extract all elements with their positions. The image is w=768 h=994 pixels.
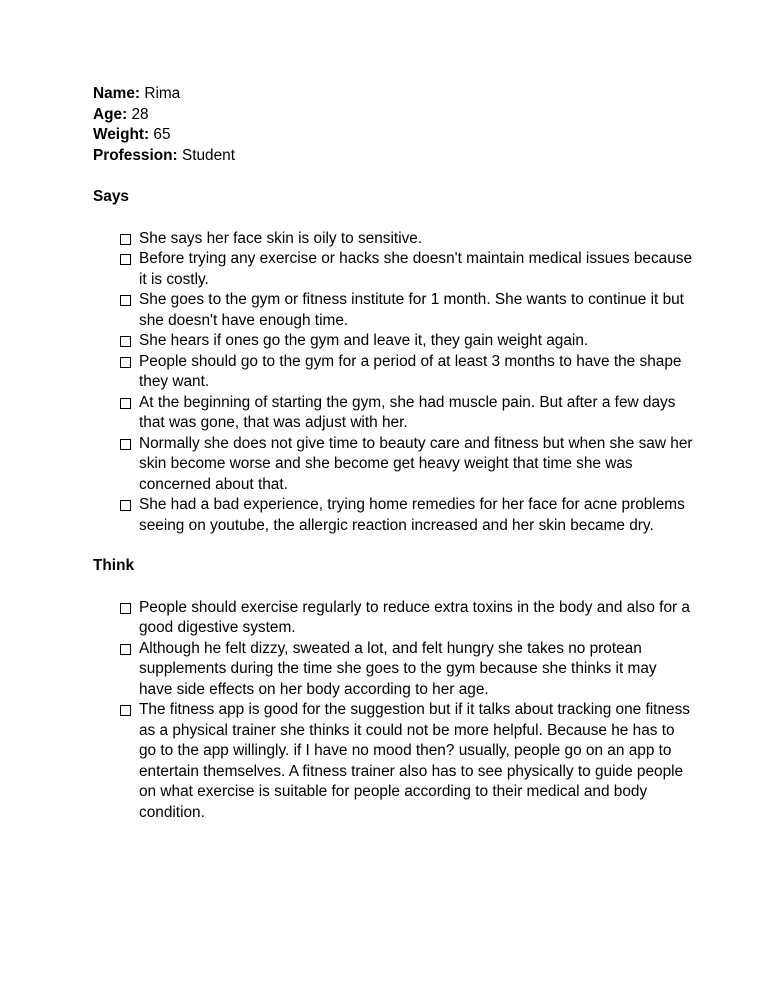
think-item-text: People should exercise regularly to reduce extra toxins in the body and also for a good digestive system. (139, 598, 690, 636)
says-item (120, 495, 693, 536)
says-item-text: Normally she does not give time to beauty care and fitness but when she saw her skin become worse and she become get heavy weight that time she was concerned about that. (139, 434, 693, 493)
age-value: 28 (131, 105, 149, 123)
says-item (120, 249, 693, 290)
checkbox-icon[interactable] (120, 603, 131, 614)
says-item-text: She goes to the gym or fitness institute for 1 month. She wants to continue it but she doesn't have enough time. (139, 291, 684, 329)
think-item (120, 598, 693, 639)
says-item-text: Before trying any exercise or hacks she doesn't maintain medical issues because it is costly. (139, 250, 693, 288)
checkbox-icon[interactable] (120, 295, 131, 306)
checkbox-icon[interactable] (120, 644, 131, 655)
checkbox-icon[interactable] (120, 357, 131, 368)
checkbox-icon[interactable] (120, 336, 131, 347)
profession-field (93, 146, 693, 167)
says-item (120, 434, 693, 496)
age-label: Age: (93, 105, 128, 123)
weight-value: 65 (153, 126, 171, 143)
says-item-text: She says her face skin is oily to sensitive. (139, 229, 423, 247)
says-item (120, 352, 693, 393)
says-item-text: At the beginning of starting the gym, she had muscle pain. But after a few days that was gone, that was adjust with her. (139, 393, 676, 431)
says-item-text: People should go to the gym for a period of at least 3 months to have the shape they want. (139, 352, 682, 390)
think-item (120, 639, 693, 701)
checkbox-icon[interactable] (120, 705, 131, 716)
says-item (120, 331, 693, 352)
says-heading: Says (93, 188, 129, 205)
age-field (93, 105, 693, 126)
document-page (93, 84, 693, 823)
think-item (120, 700, 693, 823)
think-item-text: Although he felt dizzy, sweated a lot, and felt hungry she takes no protean supplements during the time she goes to the gym because she thinks it may have side effects on her body according to her age. (139, 639, 657, 698)
profession-value: Student (181, 146, 236, 164)
name-label: Name: (93, 85, 141, 102)
checkbox-icon[interactable] (120, 500, 131, 511)
name-field (93, 84, 693, 105)
weight-field (93, 125, 693, 146)
weight-label: Weight: (93, 126, 150, 143)
name-value: Rima (144, 85, 181, 102)
checkbox-icon[interactable] (120, 398, 131, 409)
think-item-text: The fitness app is good for the suggestion but if it talks about tracking one fitness as a physical trainer she thinks it could not be more helpful. Because he has to go to the app willingly. if I have no mood then? usually, people go on an app to entertain themselves. A fitness trainer also has to see physically to guide people on what exercise is suitable for people according to their medical and body condition. (139, 701, 690, 821)
says-item (120, 393, 693, 434)
checkbox-icon[interactable] (120, 234, 131, 245)
says-item (120, 290, 693, 331)
think-checklist (93, 598, 693, 824)
profile-block (93, 84, 693, 166)
checkbox-icon[interactable] (120, 439, 131, 450)
says-checklist (93, 229, 693, 537)
says-item-text: She hears if ones go the gym and leave it, they gain weight again. (139, 332, 589, 349)
think-heading: Think (93, 557, 135, 574)
profession-label: Profession: (93, 146, 178, 164)
checkbox-icon[interactable] (120, 254, 131, 265)
says-item (120, 229, 693, 250)
says-item-text: She had a bad experience, trying home remedies for her face for acne problems seeing on youtube, the allergic reaction increased and her skin became dry. (139, 496, 685, 534)
